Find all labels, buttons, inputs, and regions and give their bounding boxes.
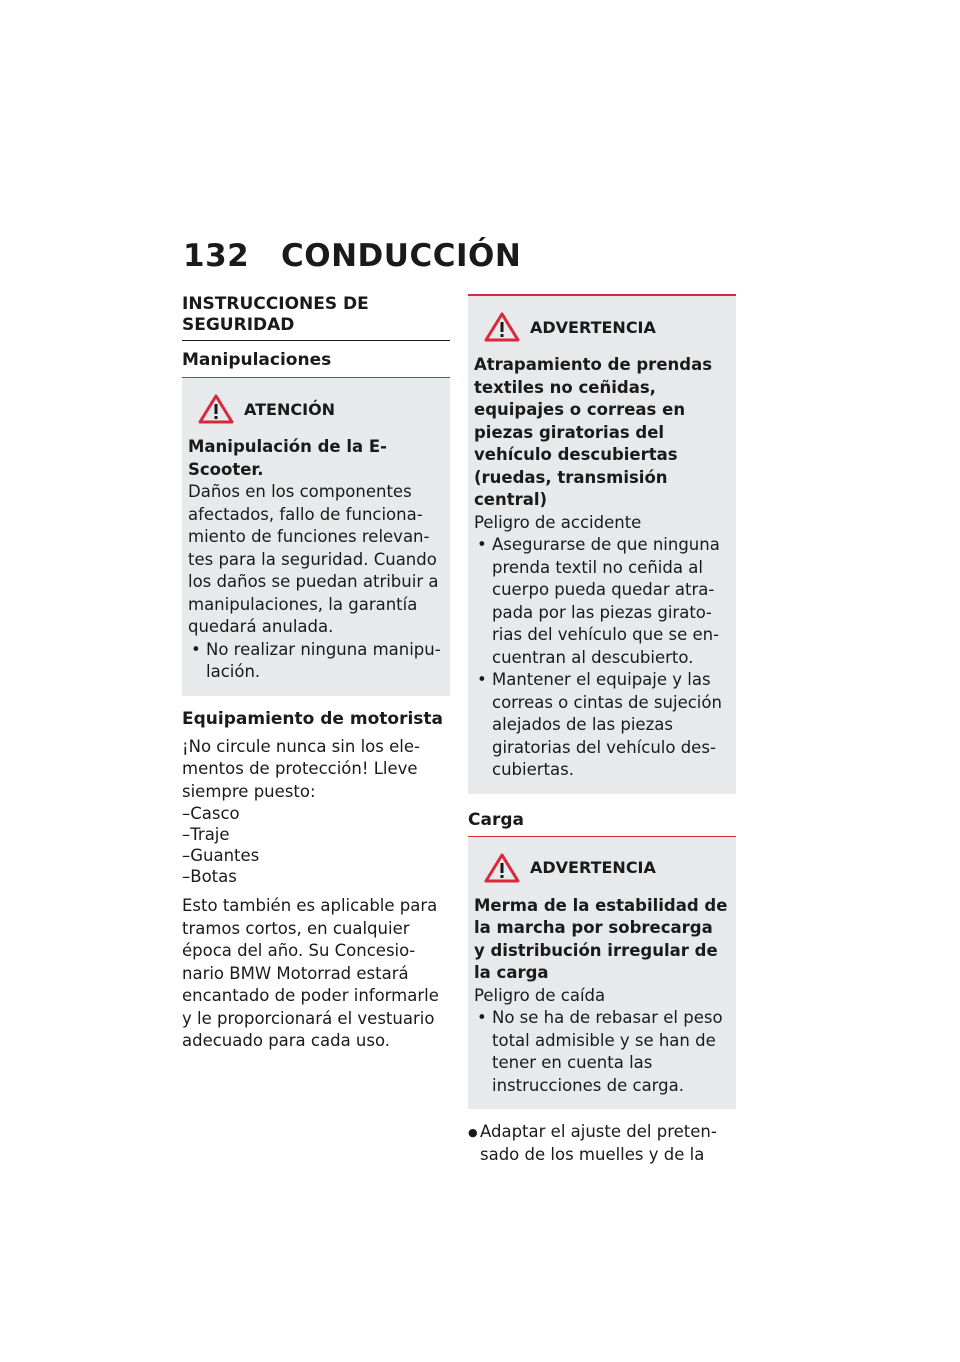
page-number: 132: [183, 238, 250, 274]
list-item: • No se ha de rebasar el peso total admisible y se han de tener en cuenta las instrucciones de carga.: [474, 1007, 728, 1097]
attention-label: ATENCIÓN: [244, 399, 336, 419]
equipment-title: Equipamiento de motorista: [182, 708, 443, 729]
warning-bullets: [474, 534, 728, 782]
warning-title: Merma de la estabilidad de la marcha por sobrecarga y distribución irregular de la carga: [474, 895, 728, 982]
list-item: – Botas: [182, 866, 450, 887]
warning-title: Atrapamiento de prendas textiles no ceñidas, equipajes o correas en piezas giratorias del vehículo descubiertas (ruedas, transmisión central): [474, 355, 713, 509]
warning-subtitle: Peligro de accidente: [474, 512, 642, 532]
chapter-title: CONDUCCIÓN: [281, 238, 522, 274]
page-header: [183, 238, 521, 274]
equipment-intro: ¡No circule nunca sin los elementos de protección! Lleve siempre puesto:: [182, 736, 420, 801]
warning-header: [484, 853, 728, 883]
attention-bullets: [188, 639, 442, 684]
list-item: • Mantener el equipaje y las correas o cintas de sujeción alejados de las piezas giratorias del vehículo descubiertas.: [474, 669, 728, 782]
attention-title: Manipulación de la E-Scooter.: [188, 437, 387, 479]
list-item: – Guantes: [182, 845, 450, 866]
section-title: INSTRUCCIONES DE SEGURIDAD: [182, 294, 450, 341]
warning-box-entrapment: [468, 294, 736, 794]
instruction-list: [468, 1121, 736, 1166]
attention-box: [182, 378, 450, 696]
attention-header: [198, 394, 442, 424]
warning-box-load: [468, 837, 736, 1110]
list-item: • No realizar ninguna manipulación.: [188, 639, 442, 684]
warning-triangle-icon: [198, 394, 234, 424]
equipment-list: [182, 803, 450, 887]
warning-triangle-icon: [484, 853, 520, 883]
warning-subtitle: Peligro de caída: [474, 985, 606, 1005]
list-item: – Casco: [182, 803, 450, 824]
carga-title: Carga: [468, 810, 736, 837]
equipment-body: Esto también es aplicable para tramos cortos, en cualquier época del año. Su Concesionario BMW Motorrad estará encantado de poder informarle y le proporcionará el vestuario adecuado para cada uso.: [182, 896, 439, 1050]
attention-body: Daños en los componentes afectados, fallo de funcionamiento de funciones relevantes para la seguridad. Cuando los daños se puedan atribuir a manipulaciones, la garantía quedará anulada.: [188, 482, 439, 636]
warning-header: [484, 312, 728, 342]
right-column: [468, 294, 736, 1166]
warning-label: ADVERTENCIA: [530, 317, 656, 337]
warning-label: ADVERTENCIA: [530, 858, 656, 877]
list-item: ● Adaptar el ajuste del pretensado de los muelles y de la: [468, 1121, 736, 1166]
list-item: • Asegurarse de que ninguna prenda textil no ceñida al cuerpo pueda quedar atrapada por las piezas giratorias del vehículo que se encuentran al descubierto.: [474, 534, 728, 669]
warning-bullets: [474, 1007, 728, 1097]
warning-triangle-icon: [484, 312, 520, 342]
left-column: [182, 294, 450, 1061]
list-item: – Traje: [182, 824, 450, 845]
subsection-title: Manipulaciones: [182, 349, 450, 378]
